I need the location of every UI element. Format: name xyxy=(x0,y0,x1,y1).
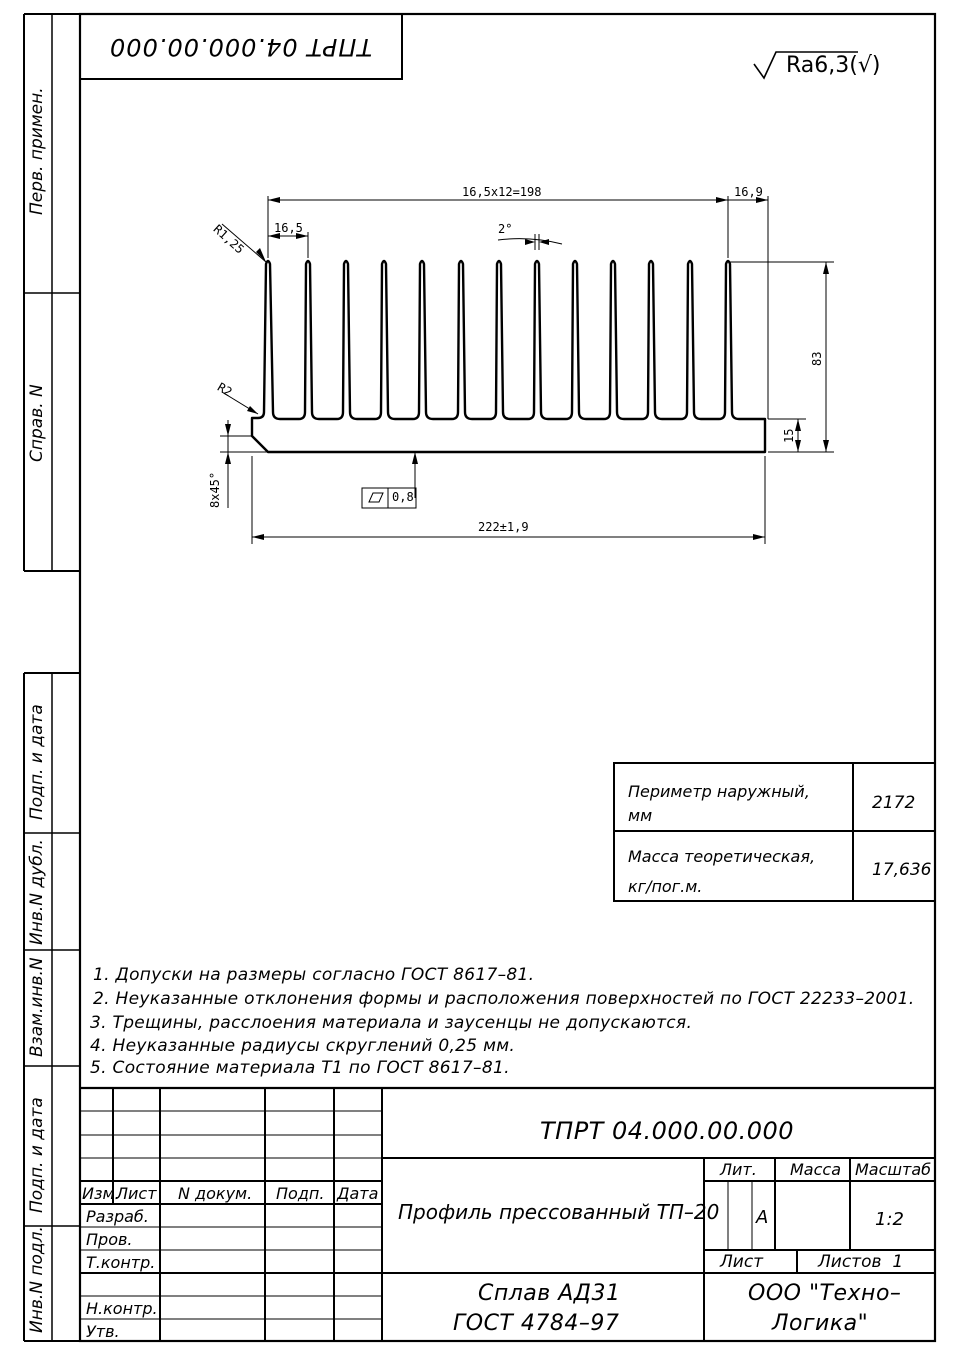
lit-value: А xyxy=(756,1207,769,1228)
property-label-line1: Масса теоретическая, xyxy=(628,847,816,866)
dim-base-thickness: 15 xyxy=(782,428,796,443)
property-value-perimeter: 2172 xyxy=(872,793,916,813)
side-label-podp-data-1: Подп. и дата xyxy=(27,704,47,820)
dim-flatness-value: 0,8 xyxy=(392,490,414,504)
property-value-mass: 17,636 xyxy=(872,860,932,880)
designation: ТПРТ 04.000.00.000 xyxy=(540,1117,795,1145)
role-utv: Утв. xyxy=(86,1322,120,1341)
property-label-line1: Периметр наружный, xyxy=(628,782,810,801)
sheets-label xyxy=(818,1252,903,1272)
side-label-podp-data-2: Подп. и дата xyxy=(27,1097,47,1213)
note-1: 1. Допуски на размеры согласно ГОСТ 8617–81. xyxy=(93,965,535,985)
dim-fin-radius: R1,25 xyxy=(210,222,247,257)
sheet-label: Лист xyxy=(720,1252,764,1272)
scale-value: 1:2 xyxy=(875,1209,904,1230)
massa-label: Масса xyxy=(790,1160,842,1179)
sheets-value: 1 xyxy=(892,1252,904,1272)
side-label-perv-primen: Перв. примен. xyxy=(27,87,47,215)
dim-height: 83 xyxy=(810,351,824,366)
lit-label: Лит. xyxy=(720,1160,757,1179)
material-line1: Сплав АД31 xyxy=(478,1281,621,1306)
company-line2: Логика" xyxy=(772,1311,869,1336)
header-izm: Изм. xyxy=(82,1184,120,1203)
dim-root-radius: R2 xyxy=(215,380,235,400)
property-label-line2: мм xyxy=(628,806,653,825)
profile-outline xyxy=(252,261,765,452)
dim-pitch-total: 16,5x12=198 xyxy=(462,185,542,199)
note-3: 3. Трещины, расслоения материала и заусенцы не допускаются. xyxy=(90,1013,693,1033)
dim-fin-angle: 2° xyxy=(498,222,513,236)
side-label-vzam-inv: Взам.инв.N xyxy=(27,957,47,1057)
role-razrab: Разраб. xyxy=(86,1207,149,1226)
dim-chamfer: 8x45° xyxy=(208,471,222,508)
header-list: Лист xyxy=(116,1184,157,1203)
role-t-kontr: Т.контр. xyxy=(86,1253,156,1272)
role-prov: Пров. xyxy=(86,1230,133,1249)
side-label-inv-dubl: Инв.N дубл. xyxy=(27,839,47,945)
side-label-inv-podl: Инв.N подл. xyxy=(27,1226,47,1333)
property-label-perimeter xyxy=(628,780,810,828)
header-data: Дата xyxy=(337,1184,379,1203)
sheets-label-text: Листов xyxy=(818,1252,882,1272)
material-line2: ГОСТ 4784–97 xyxy=(453,1311,620,1336)
dim-end-pitch: 16,9 xyxy=(734,185,763,199)
note-5: 5. Состояние материала Т1 по ГОСТ 8617–81. xyxy=(90,1058,510,1078)
property-label-line2: кг/пог.м. xyxy=(628,877,703,896)
note-2: 2. Неуказанные отклонения формы и расположения поверхностей по ГОСТ 22233–2001. xyxy=(93,989,915,1009)
company-line1: ООО "Техно– xyxy=(748,1281,902,1306)
dim-width: 222±1,9 xyxy=(478,520,529,534)
dim-first-pitch: 16,5 xyxy=(274,221,303,235)
top-stamp-text: ТПРТ 04.000.00.000 xyxy=(109,32,373,61)
role-n-kontr: Н.контр. xyxy=(86,1299,158,1318)
header-n-dokum: N докум. xyxy=(178,1184,253,1203)
header-podp: Подп. xyxy=(276,1184,325,1203)
part-name: Профиль прессованный ТП–20 xyxy=(398,1200,720,1224)
side-label-sprav-n: Справ. N xyxy=(27,384,47,462)
property-label-mass xyxy=(628,842,815,902)
masshtab-label: Масштаб xyxy=(855,1160,932,1179)
roughness-value: Ra6,3 xyxy=(786,53,850,78)
roughness-suffix: (√) xyxy=(849,53,881,78)
note-4: 4. Неуказанные радиусы скруглений 0,25 мм. xyxy=(90,1036,516,1056)
